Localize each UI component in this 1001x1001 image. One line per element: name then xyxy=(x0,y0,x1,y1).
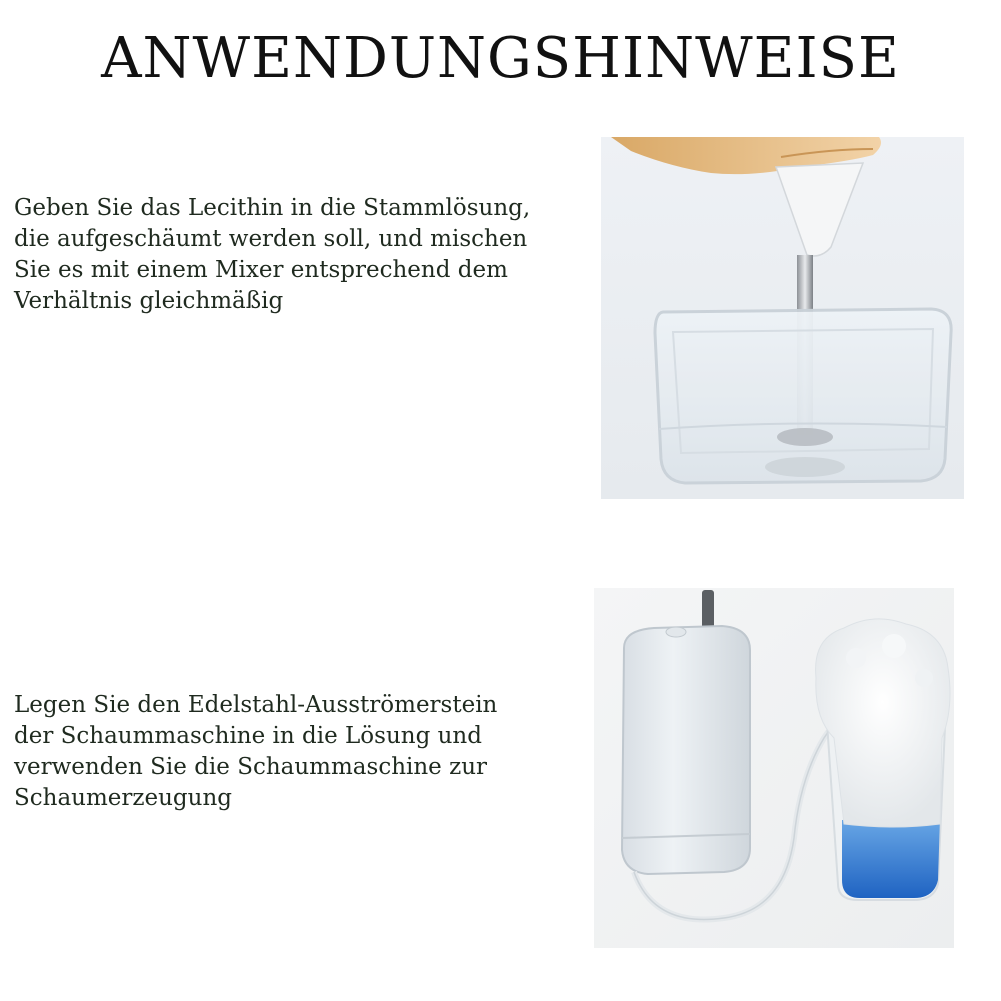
step-1-line: Geben Sie das Lecithin in die Stammlösung, xyxy=(14,195,531,221)
step-2-line: verwenden Sie die Schaummaschine zur xyxy=(14,754,488,780)
foam-machine-with-glass-photo xyxy=(594,588,954,948)
step-2-text xyxy=(14,690,574,814)
step-1-text xyxy=(14,193,594,317)
hand-blender-in-container-photo xyxy=(601,137,964,499)
step-1-line: Verhältnis gleichmäßig xyxy=(14,288,284,314)
step-1-line: die aufgeschäumt werden soll, und mischen xyxy=(14,226,528,252)
step-2-line: Legen Sie den Edelstahl-Ausströmerstein xyxy=(14,692,498,718)
step-2-line: Schaumerzeugung xyxy=(14,785,233,811)
step-1-line: Sie es mit einem Mixer entsprechend dem xyxy=(14,257,508,283)
step-2-line: der Schaummaschine in die Lösung und xyxy=(14,723,482,749)
page-title: ANWENDUNGSHINWEISE xyxy=(101,26,900,91)
